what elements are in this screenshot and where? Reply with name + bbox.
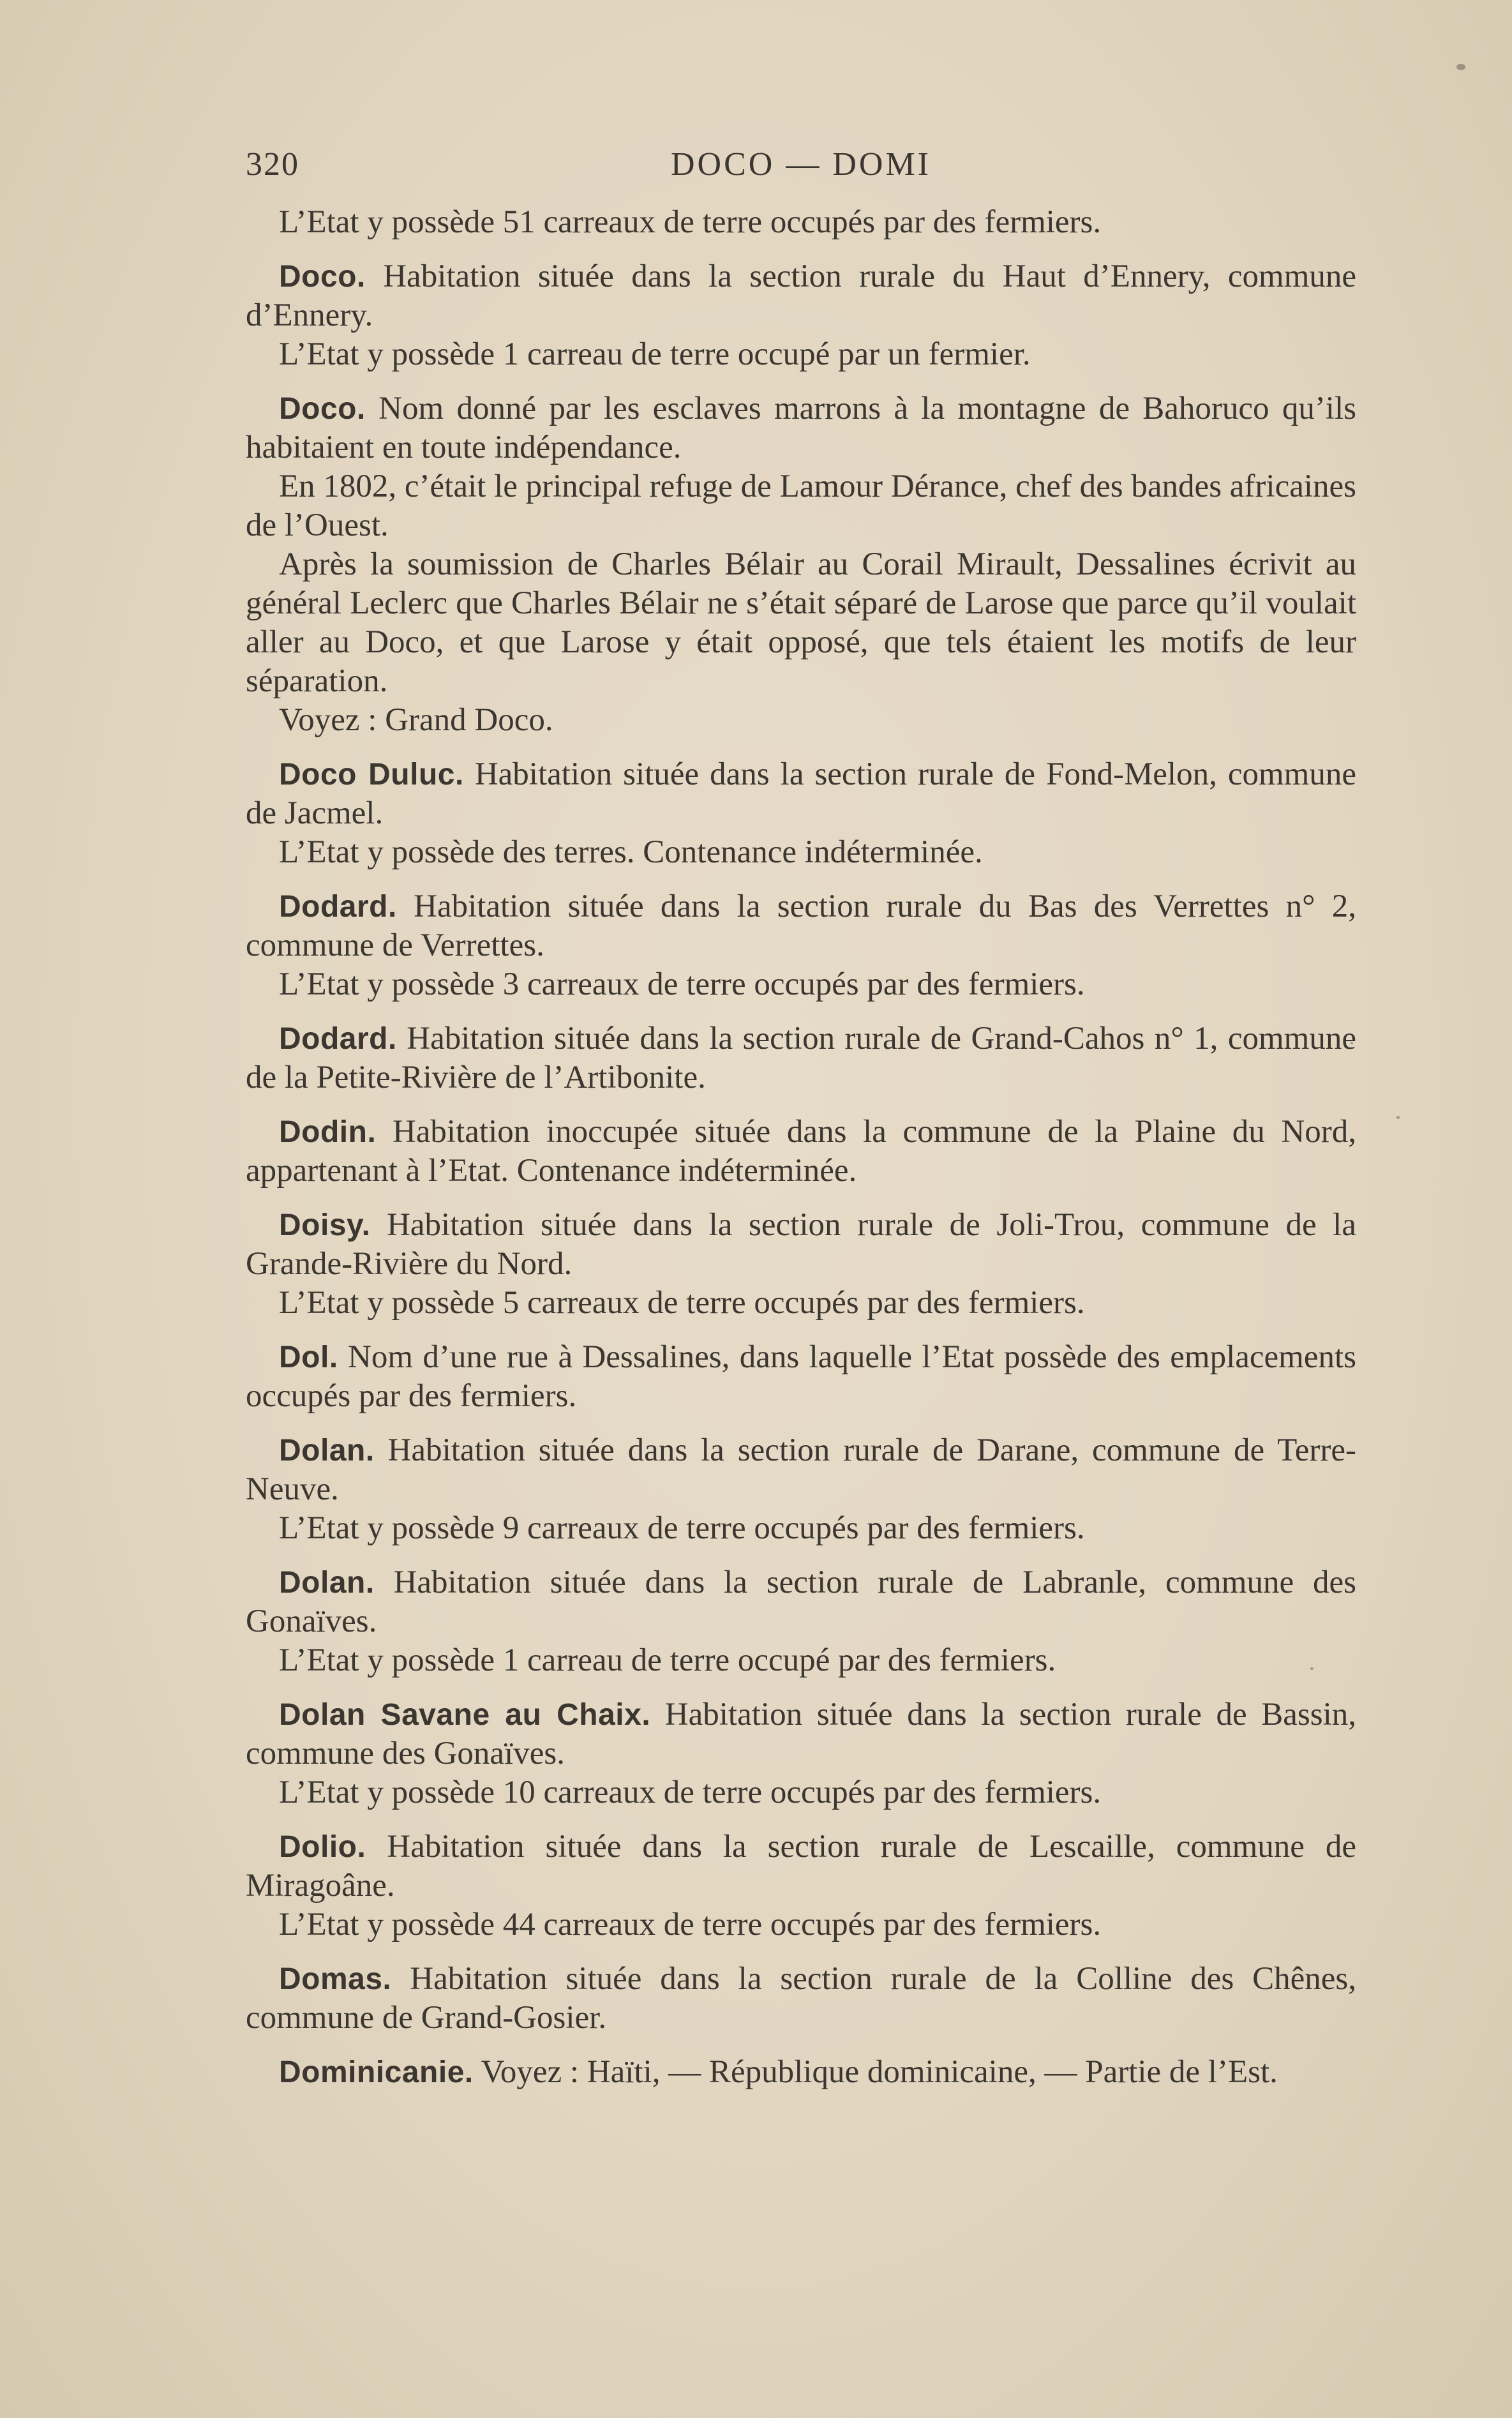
page-body (246, 203, 1356, 2092)
entry-note: L’Etat y possède 3 carreaux de terre occupés par des fermiers. (279, 966, 1085, 1002)
entry-text: Habitation située dans la section rurale de Joli-Trou, commune de la Grande-Rivière du Nord. (246, 1207, 1356, 1282)
entry-text: Nom donné par les esclaves marrons à la montagne de Bahoruco qu’ils habitaient en toute indépendance. (246, 391, 1356, 465)
entry-note: L’Etat y possède 1 carreau de terre occupé par un fermier. (279, 336, 1031, 372)
dictionary-entry (246, 1828, 1356, 1905)
entry-note: Voyez : Grand Doco. (279, 702, 553, 738)
entry-headword: Domas. (279, 1962, 392, 1996)
entry-headword: Doisy. (279, 1208, 371, 1242)
entry-headword: Dolio. (279, 1830, 366, 1864)
entry-text: Habitation située dans la section rurale de la Colline des Chênes, commune de Grand-Gosier. (246, 1961, 1356, 2036)
entry-headword: Dodard. (279, 890, 397, 924)
entry-headword: Dolan Savane au Chaix. (279, 1698, 651, 1732)
entry-note: L’Etat y possède 9 carreaux de terre occupés par des fermiers. (279, 1510, 1085, 1546)
entry-text: Nom d’une rue à Dessalines, dans laquelle l’Etat possède des emplacements occupés par des fermiers. (246, 1339, 1356, 1414)
entry-headword: Doco. (279, 260, 366, 294)
dictionary-entry (246, 389, 1356, 467)
entry-text: Habitation située dans la section rurale du Haut d’Ennery, commune d’Ennery. (246, 259, 1356, 333)
dictionary-entry (246, 1960, 1356, 2038)
entry-note: En 1802, c’était le principal refuge de Lamour Dérance, chef des bandes africaines de l’Ouest. (246, 469, 1356, 543)
entry-headword: Doco. (279, 392, 366, 426)
entry-text: Habitation située dans la section rurale de Labranle, commune des Gonaïves. (246, 1565, 1356, 1639)
entry-text: Voyez : Haïti, — République dominicaine, — Partie de l’Est. (473, 2054, 1278, 2090)
entry-text: Habitation inoccupée située dans la commune de la Plaine du Nord, appartenant à l’Etat. Contenance indéterminée. (246, 1114, 1356, 1189)
entry-note: L’Etat y possède des terres. Contenance indéterminée. (279, 834, 983, 870)
dictionary-entry (246, 1113, 1356, 1190)
dictionary-entry (246, 2053, 1356, 2092)
entry-headword: Doco Duluc. (279, 758, 464, 792)
dictionary-entry (246, 203, 1356, 242)
entry-text: L’Etat y possède 51 carreaux de terre occupés par des fermiers. (279, 204, 1102, 240)
entry-note: L’Etat y possède 1 carreau de terre occupé par des fermiers. (279, 1642, 1056, 1678)
dictionary-entry (246, 1019, 1356, 1097)
page-number: 320 (246, 146, 299, 183)
entry-text: Habitation située dans la section rurale de Lescaille, commune de Miragoâne. (246, 1829, 1356, 1904)
entry-text: Habitation située dans la section rurale de Bassin, commune des Gonaïves. (246, 1697, 1356, 1771)
dictionary-entry (246, 1695, 1356, 1773)
dictionary-entry (246, 1338, 1356, 1416)
paper-speck (1456, 64, 1465, 70)
entry-note: L’Etat y possède 44 carreaux de terre occupés par des fermiers. (279, 1907, 1102, 1942)
entry-headword: Dolan. (279, 1566, 375, 1600)
dictionary-entry (246, 257, 1356, 335)
entry-headword: Dolan. (279, 1434, 375, 1468)
entry-note: L’Etat y possède 10 carreaux de terre occupés par des fermiers. (279, 1775, 1102, 1810)
entry-headword: Dodin. (279, 1115, 377, 1149)
entry-note: L’Etat y possède 5 carreaux de terre occupés par des fermiers. (279, 1285, 1085, 1321)
dictionary-entry (246, 887, 1356, 965)
entry-text: Habitation située dans la section rurale du Bas des Verrettes n° 2, commune de Verrettes. (246, 889, 1356, 963)
entry-text: Habitation située dans la section rurale de Fond-Melon, commune de Jacmel. (246, 756, 1356, 831)
entry-headword: Dol. (279, 1340, 338, 1374)
running-title: DOCO — DOMI (671, 146, 931, 183)
paper-speck (1396, 1116, 1400, 1119)
dictionary-entry (246, 1431, 1356, 1509)
entry-headword: Dodard. (279, 1022, 397, 1056)
dictionary-entry (246, 1206, 1356, 1284)
dictionary-entry (246, 755, 1356, 833)
dictionary-entry (246, 1563, 1356, 1641)
page-header (246, 146, 1356, 190)
entry-note: Après la soumission de Charles Bélair au Corail Mirault, Dessalines écrivit au général Leclerc que Charles Bélair ne s’était séparé de Larose que parce qu’il voulait aller au Doco, et que Larose y était opposé, que tels étaient les motifs de leur séparation. (246, 546, 1356, 699)
entry-headword: Dominicanie. (279, 2055, 474, 2089)
entry-text: Habitation située dans la section rurale de Grand-Cahos n° 1, commune de la Petite-Rivière de l’Artibonite. (246, 1021, 1356, 1095)
entry-text: Habitation située dans la section rurale de Darane, commune de Terre-Neuve. (246, 1432, 1356, 1507)
